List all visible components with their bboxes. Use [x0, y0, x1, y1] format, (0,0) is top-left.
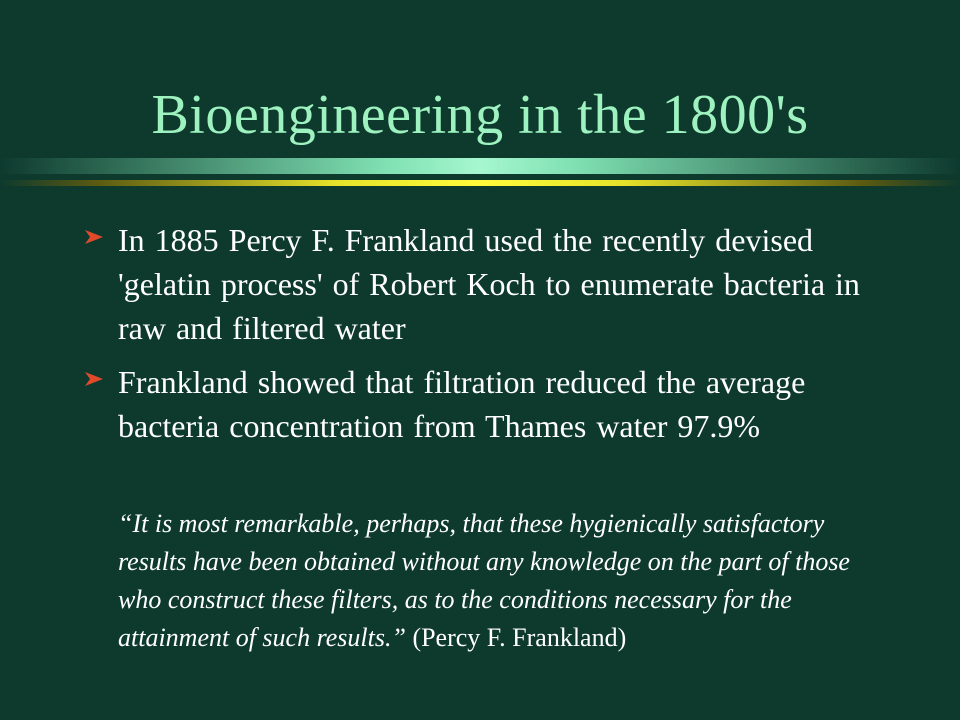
bullet-text: In 1885 Percy F. Frankland used the recently devised 'gelatin process' of Robert Koch to enumerate bacteria in raw and filtered water	[118, 222, 860, 346]
slide-title: Bioengineering in the 1800's	[151, 84, 809, 146]
bullet-item	[84, 360, 904, 448]
bullet-text: Frankland showed that filtration reduced the average bacteria concentration from Thames water 97.9%	[118, 364, 806, 444]
arrowhead-bullet-icon	[84, 227, 104, 247]
bullet-item	[84, 218, 904, 350]
bullet-list	[84, 218, 904, 458]
title-rule-green	[0, 158, 960, 174]
quote-text: “It is most remarkable, perhaps, that these hygienically satisfactory results have been obtained without any knowledge on the part of those who construct these filters, as to the conditions necessary for the attainment of such results.”	[118, 509, 850, 652]
title-rule-yellow	[0, 180, 960, 186]
arrowhead-bullet-icon	[84, 369, 104, 389]
quote-block	[118, 505, 878, 657]
quote-attribution: (Percy F. Frankland)	[412, 623, 627, 652]
